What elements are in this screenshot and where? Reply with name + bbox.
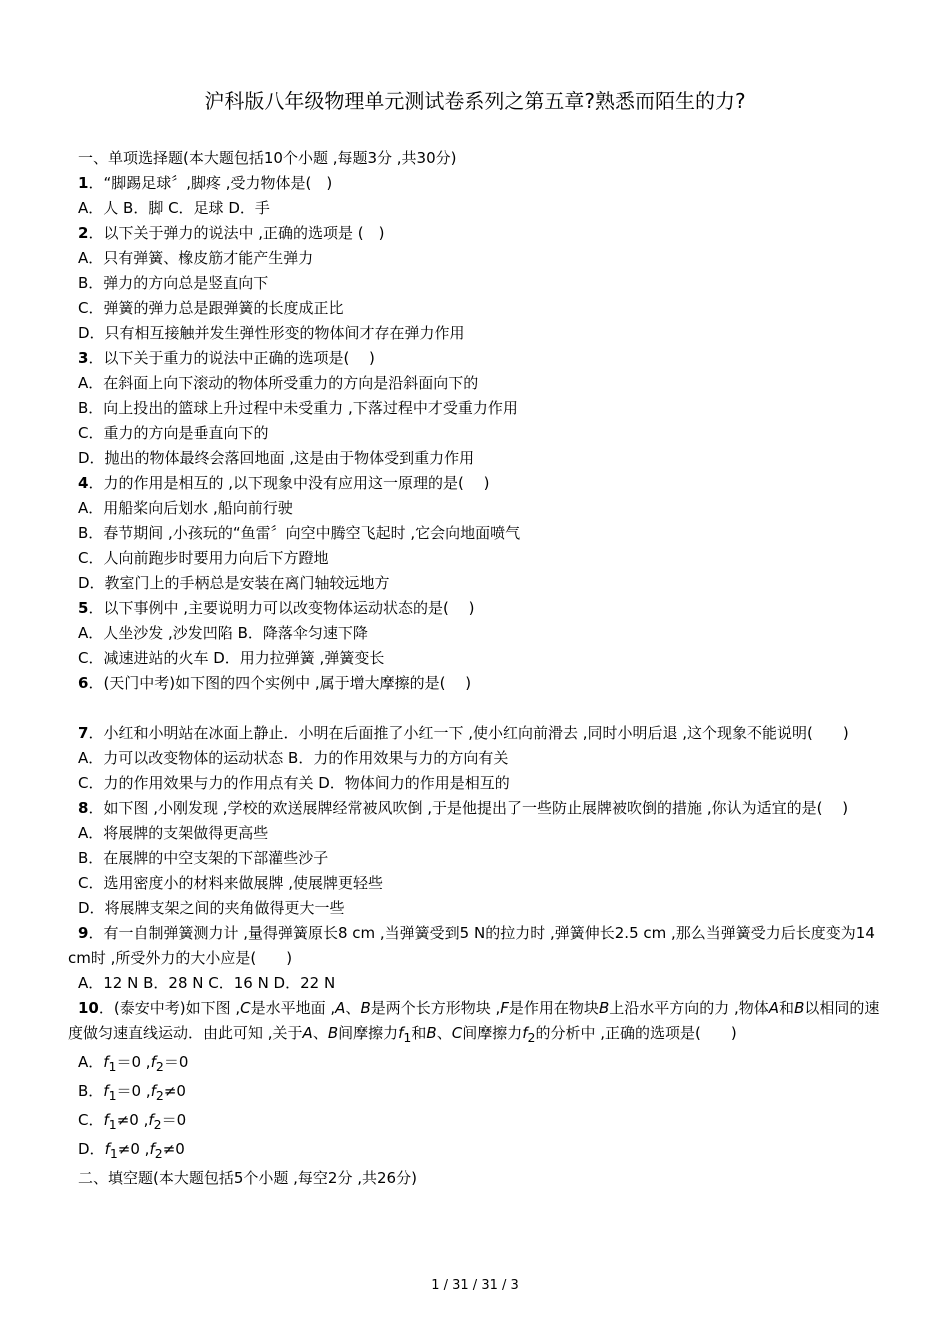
document-body — [68, 146, 884, 1191]
options-cd: C．减速进站的火车 D．用力拉弹簧 ,弹簧变长 — [78, 649, 385, 667]
option-c: C．$f_1\ne 0$ $,f_2=0$ — [78, 1111, 187, 1132]
option-d: D．抛出的物体最终会落回地面 ,这是由于物体受到重力作用 — [78, 449, 475, 467]
question-number: 4 — [78, 474, 89, 492]
option-b: B．弹力的方向总是竖直向下 — [78, 274, 269, 292]
question-7 — [68, 721, 884, 746]
option-a: A．只有弹簧、橡皮筋才能产生弹力 — [78, 249, 314, 267]
question-number: 2 — [78, 224, 89, 242]
option-c: C．弹簧的弹力总是跟弹簧的长度成正比 — [78, 299, 344, 317]
question-text: ．(天门中考)如下图的四个实例中 ,属于增大摩擦的是( ) — [88, 674, 472, 692]
question-1 — [68, 171, 884, 196]
options-ab: A．力可以改变物体的运动状态 B．力的作用效果与力的方向有关 — [78, 749, 509, 767]
question-number: 10 — [78, 999, 99, 1017]
question-number: 5 — [78, 599, 89, 617]
option-d: D．只有相互接触并发生弹性形变的物体间才存在弹力作用 — [78, 324, 465, 342]
option-a: A．将展牌的支架做得更高些 — [78, 824, 269, 842]
options-cd: C．力的作用效果与力的作用点有关 D．物体间力的作用是相互的 — [78, 774, 510, 792]
question-text: ．“脚踢足球〞,脚疼 ,受力物体是( ) — [88, 174, 333, 192]
question-number: 9 — [78, 924, 89, 942]
option-b: B．向上投出的篮球上升过程中未受重力 ,下落过程中才受重力作用 — [78, 399, 518, 417]
question-text: ．以下事例中 ,主要说明力可以改变物体运动状态的是( ) — [88, 599, 475, 617]
question-6 — [68, 671, 884, 696]
option-c: C．选用密度小的材料来做展牌 ,使展牌更轻些 — [78, 874, 384, 892]
question-9-options: A．12 N B．28 N C．16 N D．22 N — [78, 974, 336, 992]
option-b: B．在展牌的中空支架的下部灌些沙子 — [78, 849, 329, 867]
question-8 — [68, 796, 884, 821]
question-number: 8 — [78, 799, 89, 817]
question-number: 1 — [78, 174, 89, 192]
question-text: ．力的作用是相互的 ,以下现象中没有应用这一原理的是( ) — [88, 474, 490, 492]
question-text: ．以下关于重力的说法中正确的选项是( ) — [88, 349, 375, 367]
option-d: D．教室门上的手柄总是安装在离门轴较远地方 — [78, 574, 390, 592]
document-title: 沪科版八年级物理单元测试卷系列之第五章?熟悉而陌生的力? — [204, 89, 746, 113]
question-2 — [68, 221, 884, 246]
question-number: 6 — [78, 674, 89, 692]
question-number: 3 — [78, 349, 89, 367]
question-10: 10．(泰安中考)如下图 ,C是水平地面 ,A、B是两个长方形物块 ,F是作用在物块B上沿水平方向的力 ,物体A和B以相同的速度做匀速直线运动．由此可知 ,关于A、B间摩擦力$f_1$和B、C间摩擦力$f_2$的分析中 ,正确的选项是( ) — [68, 999, 880, 1045]
option-b: B．春节期间 ,小孩玩的“鱼雷〞向空中腾空飞起时 ,它会向地面喷气 — [78, 524, 521, 542]
question-4 — [68, 471, 884, 496]
question-text: ．小红和小明站在冰面上静止．小明在后面推了小红一下 ,使小红向前滑去 ,同时小明后退 ,这个现象不能说明( ) — [88, 724, 849, 742]
option-a: A．用船桨向后划水 ,船向前行驶 — [78, 499, 293, 517]
question-3 — [68, 346, 884, 371]
option-b: B．$f_1=0$ $,f_2\ne 0$ — [78, 1082, 186, 1103]
section-heading-2: 二、填空题(本大题包括5个小题 ,每空2分 ,共26分) — [78, 1169, 417, 1187]
figure-gap — [68, 696, 884, 721]
option-c: C．重力的方向是垂直向下的 — [78, 424, 269, 442]
options-ab: A．人坐沙发 ,沙发凹陷 B．降落伞匀速下降 — [78, 624, 368, 642]
question-number: 7 — [78, 724, 89, 742]
question-text: ．如下图 ,小刚发现 ,学校的欢送展牌经常被风吹倒 ,于是他提出了一些防止展牌被吹倒的措施 ,你认为适宜的是( ) — [88, 799, 849, 817]
question-5 — [68, 596, 884, 621]
option-d: D．$f_1\ne 0$ $,f_2\ne 0$ — [78, 1140, 185, 1161]
question-9 — [68, 921, 884, 971]
option-a: A．在斜面上向下滚动的物体所受重力的方向是沿斜面向下的 — [78, 374, 479, 392]
option-d: D．将展牌支架之间的夹角做得更大一些 — [78, 899, 345, 917]
question-1-options: A．人 B．脚 C．足球 D．手 — [78, 199, 270, 217]
question-text: ．以下关于弹力的说法中 ,正确的选项是 ( ) — [88, 224, 385, 242]
section-heading-1: 一、单项选择题(本大题包括10个小题 ,每题3分 ,共30分) — [78, 149, 457, 167]
page-number: 1 / 31 / 31 / 3 — [431, 1278, 519, 1293]
option-c: C．人向前跑步时要用力向后下方蹬地 — [78, 549, 329, 567]
option-a: A．$f_1=0$ $,f_2=0$ — [78, 1053, 189, 1074]
question-text: ．有一自制弹簧测力计 ,量得弹簧原长8 cm ,当弹簧受到5 N的拉力时 ,弹簧伸长2.5 cm ,那么当弹簧受力后长度变为14 cm时 ,所受外力的大小应是( ) — [68, 924, 875, 967]
